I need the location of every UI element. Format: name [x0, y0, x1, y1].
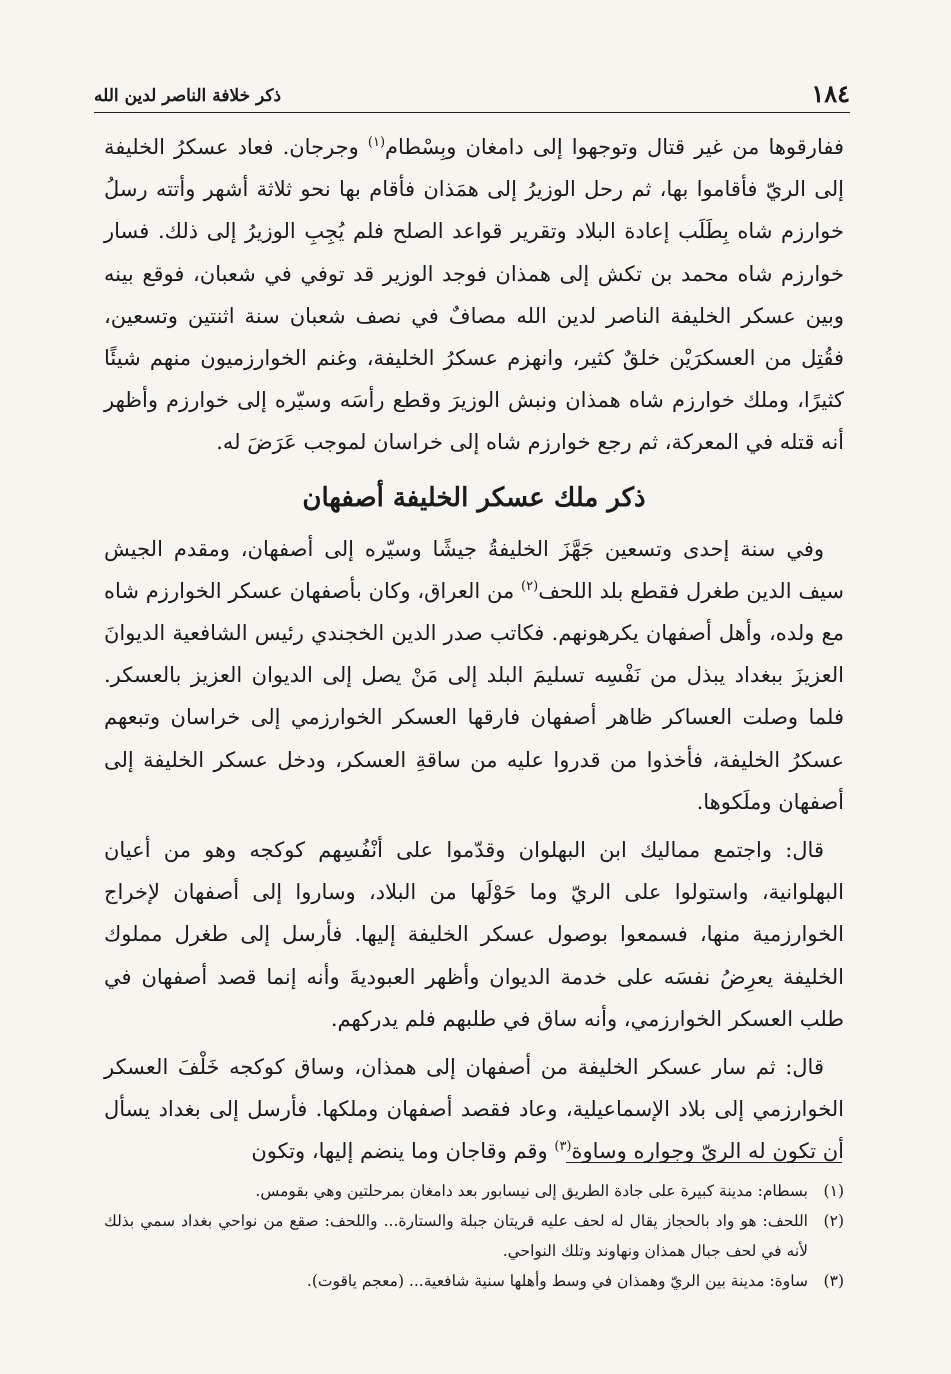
paragraph-2-part-b: من العراق، وكان بأصفهان عسكر الخوارزم شاه مع ولده، وأهل أصفهان يكرهونهم. فكاتب صدر الدين الخجندي رئيس الشافعية الديوانَ العزيزَ ببغداد يبذل من نَفْسِه تسليمَ البلد إلى مَنْ يصل إلى الديوان العزيز بالعسكر. فلما وصلت العساكر ظاهر أصفهان فارقها العسكر الخوارزمي إلى خراسان وتبعهم عسكرُ الخليفة، فأخذوا من قدروا عليه من ساقةِ العسكر، ودخل عسكر الخليفة إلى أصفهان وملَكوها.: [104, 578, 844, 814]
paragraph-1: [104, 126, 844, 464]
footnote-text: بسطام: مدينة كبيرة على جادة الطريق إلى نيسابور بعد دامغان بمرحلتين وهي بقومس.: [255, 1182, 808, 1200]
footnote-ref-2: (٢): [521, 578, 539, 594]
page-number: ١٨٤: [811, 79, 850, 108]
paragraph-4-part-b: وقم وقاجان وما ينضم إليها، وتكون: [251, 1139, 555, 1164]
paragraph-4: [104, 1046, 844, 1173]
footnote-text: ساوة: مدينة بين الريّ وهمذان في وسط وأهلها سنية شافعية... (معجم ياقوت).: [306, 1272, 808, 1290]
page-header: [94, 72, 850, 113]
footnote-text: اللحف: هو واد بالحجاز يقال له لحف عليه قريتان جبلة والستارة... واللحف: صقع من نواحي بغداد سمي بذلك لأنه في لحف جبال همذان ونهاوند وتلك النواحي.: [104, 1212, 808, 1260]
footnote-number: (١): [823, 1182, 844, 1200]
footnotes: [104, 1176, 844, 1296]
footnote-divider: [566, 1162, 842, 1163]
running-title: ذكر خلافة الناصر لدين الله: [94, 86, 282, 106]
footnote-3: [104, 1266, 844, 1296]
paragraph-1-part-a: ففارقوها من غير قتال وتوجهوا إلى دامغان وبِسْطام: [385, 135, 845, 159]
paragraph-1-part-b: وجرجان. فعاد عسكرُ الخليفة إلى الريّ فأقاموا بها، ثم رحل الوزيرُ إلى همَذان فأقام بها نحو ثلاثة أشهر وأتته رسلُ خوارزم شاه بِطَلَب إعادة البلاد وتقرير قواعد الصلح فلم يُجِبِ الوزيرُ إلى ذلك. فسار خوارزم شاه محمد بن تكش إلى همذان فوجد الوزير قد توفي في شعبان، فوقع بينه وبين عسكر الخليفة الناصر لدين الله مصافٌ في نصف شعبان سنة اثنتين وتسعين، فقُتِل من العسكرَيْن خلقٌ كثير، وانهزم عسكرُ الخليفة، وغنم الخوارزميون منهم شيئًا كثيرًا، وملك خوارزم شاه همذان ونبش الوزيرَ وقطع رأسَه وسيّره إلى خوارزم وأظهر أنه قتله في المعركة، ثم رجع خوارزم شاه إلى خراسان لموجب عَرَضَ له.: [104, 135, 845, 455]
footnote-1: [104, 1176, 844, 1206]
footnote-number: (٣): [823, 1272, 844, 1290]
footnote-ref-3: (٣): [554, 1139, 572, 1155]
paragraph-3: قال: واجتمع مماليك ابن البهلوان وقدّموا على أنْفُسِهم كوكجه وهو من أعيان البهلوانية، واستولوا على الريّ وما حَوْلَها من البلاد، وساروا إلى أصفهان لإخراج الخوارزمية منها، فسمعوا بوصول عسكر الخليفة إليها. فأرسل إلى طغرل مملوك الخليفة يعرِضُ نفسَه على خدمة الديوان وأظهر العبوديةَ وأنه إنما قصد أصفهان في طلب العسكر الخوارزمي، وأنه ساق في طلبهم فلم يدركهم.: [104, 838, 844, 1031]
main-text: [104, 126, 844, 1173]
footnote-number: (٢): [823, 1212, 844, 1230]
section-heading: ذكر ملك عسكر الخليفة أصفهان: [302, 482, 646, 513]
footnote-ref-1: (١): [367, 135, 386, 150]
paragraph-2: [104, 528, 844, 823]
paragraph-4-part-a: قال: ثم سار عسكر الخليفة من أصفهان إلى همذان، وساق كوكجه خَلْفَ العسكر الخوارزمي إلى بلاد الإسماعيلية، وعاد فقصد أصفهان وملكها. فأرسل إلى بغداد يسأل أن تكون له الريّ وجواره وساوة: [104, 1055, 844, 1164]
paragraph-2-part-a: وفي سنة إحدى وتسعين جَهَّزَ الخليفةُ جيشًا وسيّره إلى أصفهان، ومقدم الجيش سيف الدين طغرل فقطع بلد اللحف: [104, 536, 844, 603]
footnote-2: [104, 1206, 844, 1266]
